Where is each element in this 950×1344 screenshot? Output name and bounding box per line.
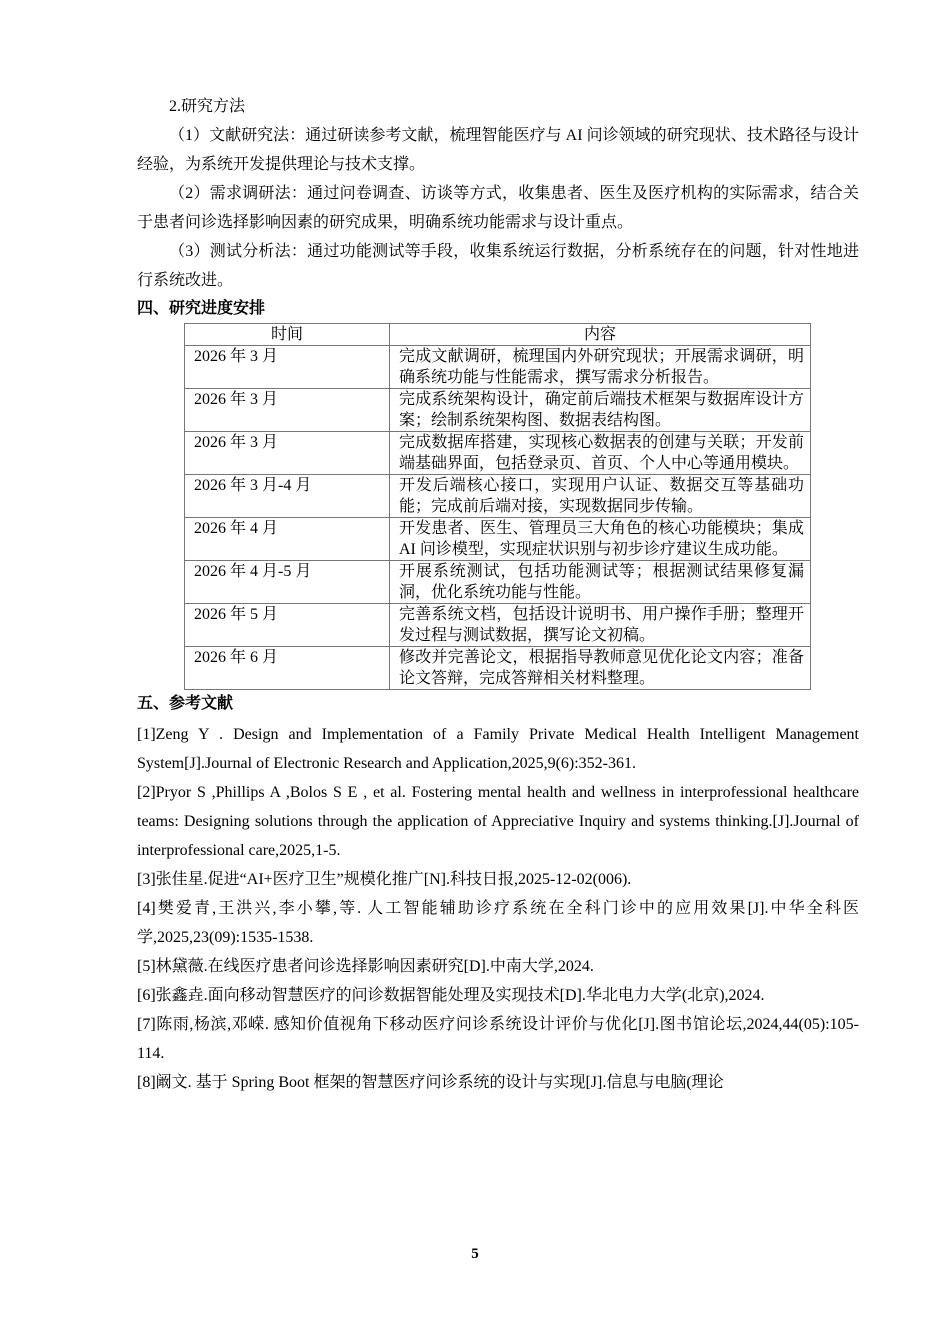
table-row (185, 475, 811, 518)
schedule-table (184, 323, 811, 690)
reference-item: [7]陈雨,杨滨,邓嵘. 感知价值视角下移动医疗问诊系统设计评价与优化[J].图书馆论坛,2024,44(05):105-114. (137, 1016, 859, 1062)
reference-item: [8]阚文. 基于 Spring Boot 框架的智慧医疗问诊系统的设计与实现[J].信息与电脑(理论 (137, 1074, 724, 1091)
cell-content: 开发患者、医生、管理员三大角色的核心功能模块；集成 AI 问诊模型，实现症状识别与初步诊疗建议生成功能。 (390, 518, 811, 561)
cell-content: 完成文献调研，梳理国内外研究现状；开展需求调研，明确系统功能与性能需求，撰写需求分析报告。 (390, 346, 811, 389)
table-row (185, 604, 811, 647)
cell-time: 2026 年 3 月 (185, 389, 390, 432)
table-row (185, 518, 811, 561)
table-row (185, 432, 811, 475)
reference-item: [5]林黛薇.在线医疗患者问诊选择影响因素研究[D].中南大学,2024. (137, 958, 594, 975)
reference-item: [6]张鑫垚.面向移动智慧医疗的问诊数据智能处理及实现技术[D].华北电力大学(北京),2024. (137, 987, 765, 1004)
method-item-3: （3）测试分析法：通过功能测试等手段，收集系统运行数据，分析系统存在的问题，针对性地进行系统改进。 (137, 243, 859, 289)
reference-item: [2]Pryor S ,Phillips A ,Bolos S E , et al. Fostering mental health and wellness in interprofessional healthcare teams: Designing solutions through the application of Appreciative Inquiry and systems thinking.[J].Journal of interprofessional care,2025,1-5. (137, 784, 859, 859)
cell-time: 2026 年 3 月 (185, 346, 390, 389)
table-row (185, 389, 811, 432)
method-item-1: （1）文献研究法：通过研读参考文献，梳理智能医疗与 AI 问诊领域的研究现状、技术路径与设计经验，为系统开发提供理论与技术支撑。 (137, 127, 859, 173)
reference-item: [1]Zeng Y . Design and Implementation of a Family Private Medical Health Intelligent Management System[J].Journal of Electronic Research and Application,2025,9(6):352-361. (137, 726, 859, 772)
cell-time: 2026 年 3 月 (185, 432, 390, 475)
cell-time: 2026 年 4 月 (185, 518, 390, 561)
table-row (185, 346, 811, 389)
method-heading: 2.研究方法 (169, 98, 246, 115)
cell-content: 完成数据库搭建，实现核心数据表的创建与关联；开发前端基础界面，包括登录页、首页、个人中心等通用模块。 (390, 432, 811, 475)
cell-content: 开发后端核心接口，实现用户认证、数据交互等基础功能；完成前后端对接，实现数据同步传输。 (390, 475, 811, 518)
table-row (185, 561, 811, 604)
table-row (185, 647, 811, 690)
cell-time: 2026 年 4 月-5 月 (185, 561, 390, 604)
reference-list (137, 720, 859, 1097)
cell-content: 开展系统测试，包括功能测试等；根据测试结果修复漏洞，优化系统功能与性能。 (390, 561, 811, 604)
page-number: 5 (471, 1246, 479, 1262)
cell-time: 2026 年 3 月-4 月 (185, 475, 390, 518)
cell-content: 修改并完善论文，根据指导教师意见优化论文内容；准备论文答辩，完成答辩相关材料整理。 (390, 647, 811, 690)
column-header-time: 时间 (185, 324, 390, 346)
cell-time: 2026 年 6 月 (185, 647, 390, 690)
cell-content: 完成系统架构设计，确定前后端技术框架与数据库设计方案；绘制系统架构图、数据表结构图。 (390, 389, 811, 432)
column-header-content: 内容 (390, 324, 811, 346)
references-heading: 五、参考文献 (137, 695, 234, 712)
schedule-heading: 四、研究进度安排 (137, 300, 266, 317)
reference-item: [4]樊爱青,王洪兴,李小攀,等. 人工智能辅助诊疗系统在全科门诊中的应用效果[J].中华全科医学,2025,23(09):1535-1538. (137, 900, 859, 946)
cell-time: 2026 年 5 月 (185, 604, 390, 647)
cell-content: 完善系统文档，包括设计说明书、用户操作手册；整理开发过程与测试数据，撰写论文初稿。 (390, 604, 811, 647)
method-item-2: （2）需求调研法：通过问卷调查、访谈等方式，收集患者、医生及医疗机构的实际需求，结合关于患者问诊选择影响因素的研究成果，明确系统功能需求与设计重点。 (137, 185, 859, 231)
reference-item: [3]张佳星.促进“AI+医疗卫生”规模化推广[N].科技日报,2025-12-02(006). (137, 871, 632, 888)
document-page (137, 92, 859, 1097)
